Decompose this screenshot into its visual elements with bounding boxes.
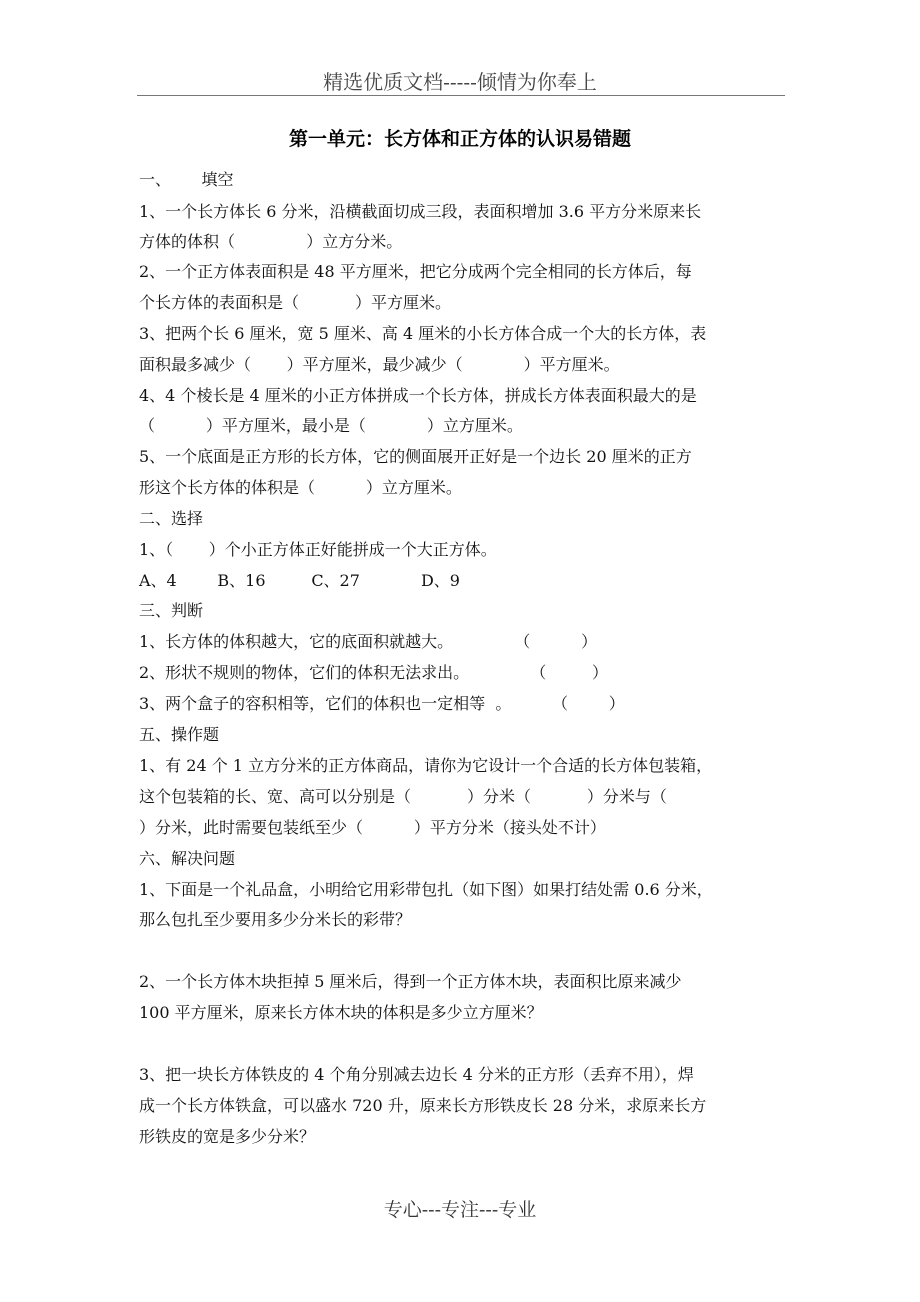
page-header: 精选优质文档-----倾情为你奉上	[323, 70, 597, 94]
question-line: 1、有 24 个 1 立方分米的正方体商品，请你为它设计一个合适的长方体包装箱，	[139, 756, 713, 775]
section-heading-operation: 五、操作题	[139, 725, 220, 744]
question-line: 这个包装箱的长、宽、高可以分别是（ ）分米（ ）分米与（	[139, 787, 667, 806]
question-line: 100 平方厘米，原来长方体木块的体积是多少立方厘米？	[139, 1003, 543, 1022]
header-divider	[137, 95, 785, 96]
choice-options: A、4 B、16 C、27 D、9	[139, 571, 460, 590]
document-title: 第一单元：长方体和正方体的认识易错题	[288, 128, 631, 150]
question-line: 1、（ ）个小正方体正好能拼成一个大正方体。	[139, 540, 497, 559]
question-line: （ ）平方厘米，最小是（ ）立方厘米。	[139, 416, 523, 435]
question-line: 1、下面是一个礼品盒，小明给它用彩带包扎（如下图）如果打结处需 0.6 分米，	[139, 880, 713, 899]
question-line: 形这个长方体的体积是（ ）立方厘米。	[139, 478, 462, 497]
section-heading-fill-blank: 一、 填空	[139, 170, 234, 189]
question-line: 3、把两个长 6 厘米，宽 5 厘米、高 4 厘米的小长方体合成一个大的长方体，表	[139, 324, 707, 343]
question-line: 面积最多减少（ ）平方厘米，最少减少（ ）平方厘米。	[139, 355, 620, 374]
question-line: 3、把一块长方体铁皮的 4 个角分别减去边长 4 分米的正方形（丢弃不用），焊	[139, 1065, 694, 1084]
question-line: 2、一个长方体木块拒掉 5 厘米后，得到一个正方体木块，表面积比原来减少	[139, 972, 682, 991]
question-line: 3、两个盒子的容积相等，它们的体积也一定相等 。 （ ）	[139, 694, 625, 713]
question-line: ）分米，此时需要包装纸至少（ ）平方分米（接头处不计）	[139, 818, 606, 837]
question-line: 形铁皮的宽是多少分米？	[139, 1127, 316, 1146]
question-line: 1、一个长方体长 6 分米，沿横截面切成三段，表面积增加 3.6 平方分米原来长	[139, 202, 702, 221]
question-line: 4、4 个棱长是 4 厘米的小正方体拼成一个长方体，拼成长方体表面积最大的是	[139, 386, 697, 405]
question-line: 成一个长方体铁盒，可以盛水 720 升，原来长方形铁皮长 28 分米，求原来长方	[139, 1096, 707, 1115]
section-heading-problems: 六、解决问题	[139, 849, 236, 868]
page-footer: 专心---专注---专业	[383, 1199, 537, 1221]
question-line: 那么包扎至少要用多少分米长的彩带？	[139, 910, 412, 929]
question-line: 方体的体积（ ）立方分米。	[139, 232, 403, 251]
section-heading-choice: 二、选择	[139, 509, 204, 528]
question-line: 2、一个正方体表面积是 48 平方厘米，把它分成两个完全相同的长方体后，每	[139, 262, 692, 281]
section-heading-judge: 三、判断	[139, 601, 204, 620]
question-line: 1、长方体的体积越大，它的底面积就越大。 （ ）	[139, 632, 598, 651]
question-line: 2、形状不规则的物体，它们的体积无法求出。 （ ）	[139, 663, 608, 682]
question-line: 5、一个底面是正方形的长方体，它的侧面展开正好是一个边长 20 厘米的正方	[139, 447, 692, 466]
question-line: 个长方体的表面积是（ ）平方厘米。	[139, 293, 451, 312]
